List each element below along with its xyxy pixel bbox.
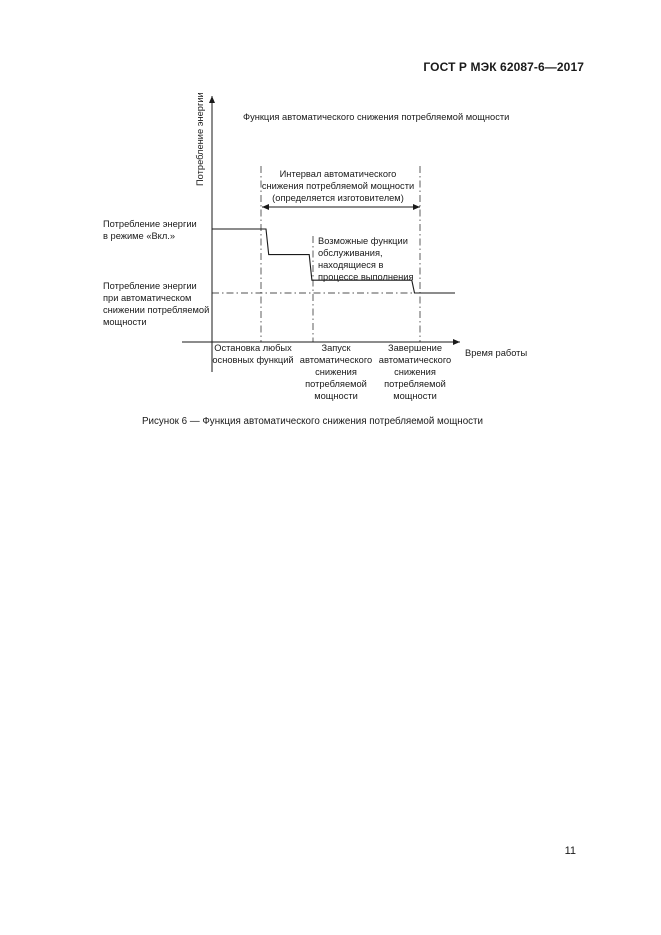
chart-title: Функция автоматического снижения потребляемой мощности [243, 112, 510, 122]
page-number: 11 [564, 845, 576, 857]
service-label-1: Возможные функции [318, 236, 408, 246]
event-end-label-3: снижения [394, 367, 436, 377]
event-end-label-1: Завершение [387, 343, 443, 353]
figure-caption: Рисунок 6 — Функция автоматического снижения потребляемой мощности [142, 416, 484, 427]
service-label-4: процессе выполнения [318, 272, 414, 282]
reduced-label-2: при автоматическом [103, 293, 192, 303]
x-axis-label: Время работы [465, 348, 528, 358]
reduced-label-3: снижении потребляемой [103, 305, 210, 315]
interval-label-3: (определяется изготовителем) [272, 193, 404, 203]
event-start-label-5: мощности [314, 391, 358, 401]
event-end-label-2: автоматического [378, 355, 452, 365]
document-code: ГОСТ Р МЭК 62087-6—2017 [423, 60, 584, 74]
service-label-2: обслуживания, [318, 248, 383, 258]
event-start-label-2: автоматического [299, 355, 373, 365]
reduced-label-4: мощности [103, 317, 147, 327]
on-mode-label-2: в режиме «Вкл.» [103, 231, 176, 241]
interval-label-1: Интервал автоматического [279, 169, 397, 179]
event-start-label-4: потребляемой [305, 379, 367, 389]
event-stop-label-1: Остановка любых [214, 343, 292, 353]
reduced-label-1: Потребление энергии [103, 281, 197, 291]
interval-label-2: снижения потребляемой мощности [261, 181, 415, 191]
event-stop-label-2: основных функций [212, 355, 294, 365]
event-start-label-1: Запуск [321, 343, 351, 353]
on-mode-label-1: Потребление энергии [103, 219, 197, 229]
event-end-label-4: потребляемой [384, 379, 446, 389]
event-start-label-3: снижения [315, 367, 357, 377]
figure-6 [0, 0, 661, 420]
service-label-3: находящиеся в [318, 260, 384, 270]
event-end-label-5: мощности [393, 391, 437, 401]
y-axis-label: Потребление энергии [195, 92, 205, 186]
power-reduction-diagram [0, 0, 661, 420]
